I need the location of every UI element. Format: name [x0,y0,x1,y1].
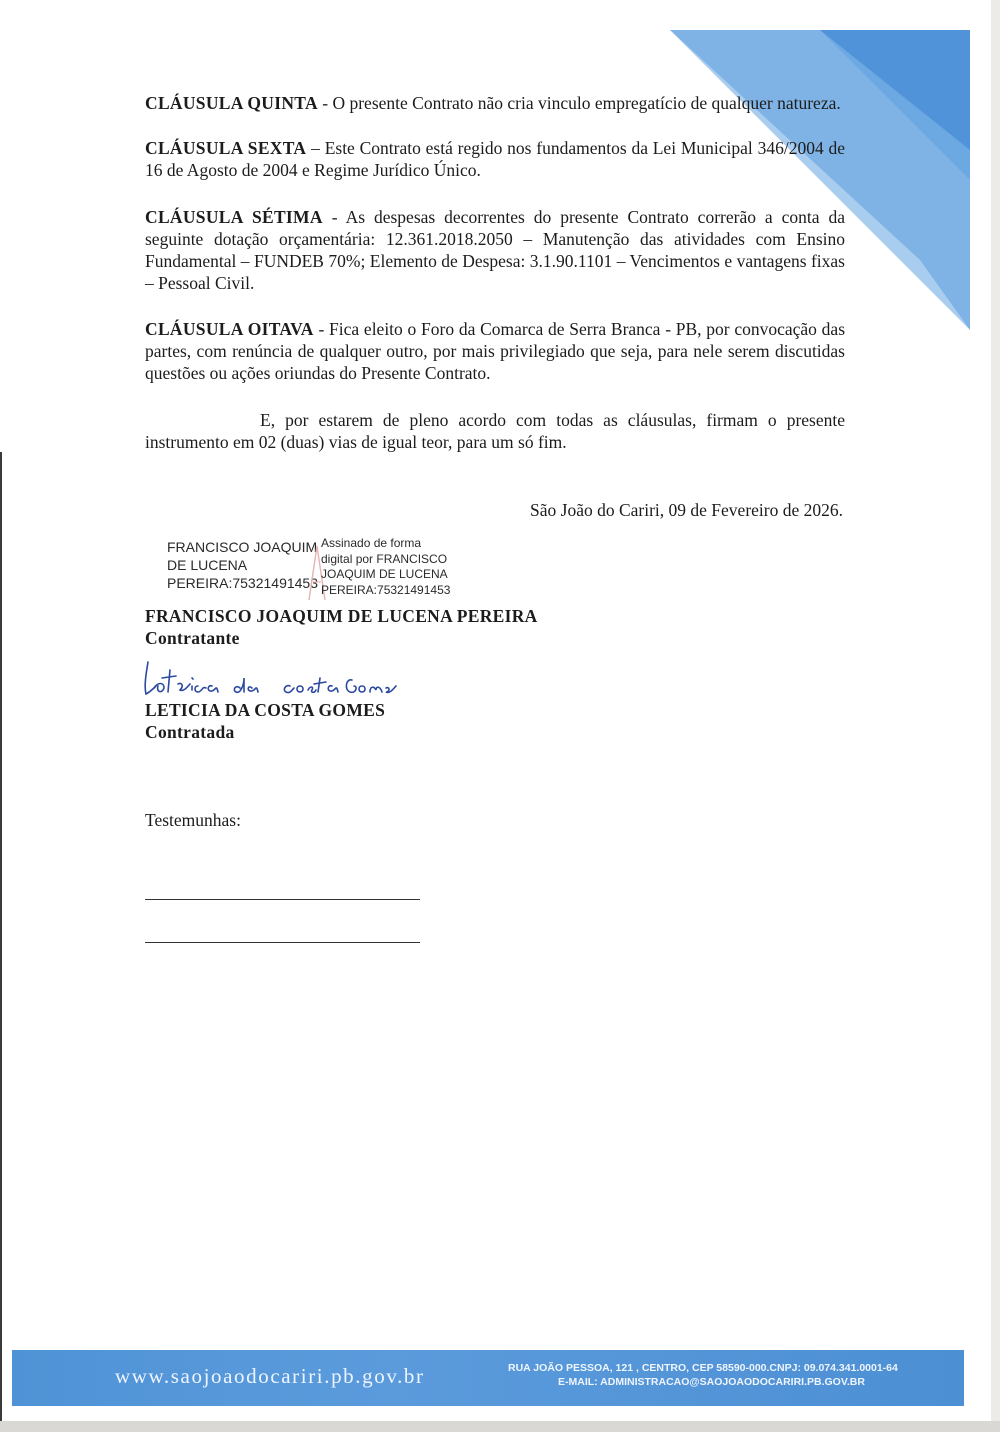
stamp-line: JOAQUIM DE LUCENA [321,567,448,581]
clause-oitava [145,318,845,384]
contratante-role: Contratante [145,628,240,648]
clause-text: - O presente Contrato não cria vinculo empregatício de qualquer natureza. [317,93,841,113]
footer-banner [12,1350,964,1406]
footer-address: RUA JOÃO PESSOA, 121 , CENTRO, CEP 58590-000.CNPJ: 09.074.341.0001-64 [508,1362,898,1374]
witness-signature-line [145,942,420,943]
contratante-name: FRANCISCO JOAQUIM DE LUCENA PEREIRA [145,606,538,626]
footer-contact [508,1361,928,1389]
clause-text: - Fica eleito o Foro da Comarca de Serra Branca - PB, por convocação das partes, com renúncia de qualquer outro, por mais privilegiado que seja, para nele serem discutidas questões ou ações oriundas do Presente Contrato. [145,319,845,383]
date-line: São João do Cariri, 09 de Fevereiro de 2026. [530,500,843,520]
stamp-line: digital por FRANCISCO [321,551,448,566]
scan-edge-left [0,452,2,1432]
sig-name-line: DE LUCENA [167,557,248,573]
footer-url[interactable]: www.saojoaodocariri.pb.gov.br [115,1364,425,1388]
clause-heading: CLÁUSULA QUINTA [145,93,318,113]
clause-text: - As despesas decorrentes do presente Contrato correrão a conta da seguinte dotação orçamentária: 12.361.2018.2050 – Manutenção das atividades com Ensino Fundamental – FUNDEB 70%; Elemento de Despesa: 3.1.90.1101 – Vencimentos e vantagens fixas – Pessoal Civil. [145,207,845,293]
stamp-line: PEREIRA:75321491453 [321,582,451,597]
witness-label: Testemunhas: [145,810,241,830]
clause-setima [145,206,845,294]
clause-sexta [145,137,845,181]
clause-heading: CLÁUSULA OITAVA [145,319,314,339]
clause-text: – Este Contrato está regido nos fundamentos da Lei Municipal 346/2004 de 16 de Agosto de 2004 e Regime Jurídico Único. [145,138,846,180]
clause-heading: CLÁUSULA SÉTIMA [145,207,323,227]
witness-signature-line [145,899,420,900]
sig-name-line: FRANCISCO JOAQUIM [167,539,318,555]
contratada-name: LETICIA DA COSTA GOMES [145,700,386,720]
scan-edge-bottom [0,1421,1000,1432]
footer-email[interactable]: E-MAIL: ADMINISTRACAO@SAOJOAODOCARIRI.PB.GOV.BR [558,1376,865,1388]
closing-text: E, por estarem de pleno acordo com todas as cláusulas, firmam o presente instrumento em 02 (duas) vias de igual teor, para um só fim. [145,410,845,452]
sig-name-line: PEREIRA:75321491453 [167,575,318,591]
closing-paragraph [145,409,845,453]
clause-quinta [145,92,845,114]
clause-heading: CLÁUSULA SEXTA [145,138,307,158]
digital-signature [167,538,487,600]
stamp-line: Assinado de forma [321,536,422,550]
contratada-role: Contratada [145,722,235,742]
digital-signature-name [167,538,327,592]
handwritten-signature [140,656,400,700]
digital-signature-stamp [321,536,491,598]
scan-edge-right [991,0,1000,1432]
